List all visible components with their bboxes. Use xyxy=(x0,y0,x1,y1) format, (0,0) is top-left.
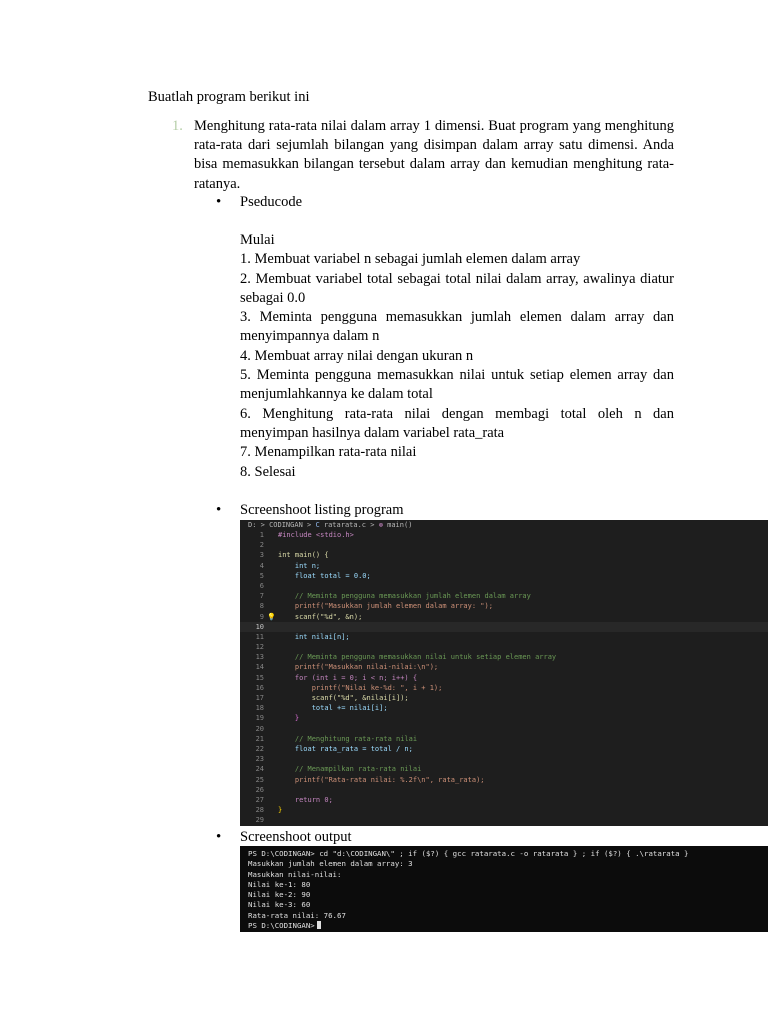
code-area xyxy=(240,530,768,825)
code-line: // Meminta pengguna memasukkan nilai untuk setiap elemen array xyxy=(278,653,557,662)
line-number: 27 xyxy=(255,795,264,804)
line-number: 22 xyxy=(255,744,264,753)
code-line: int nilai[n]; xyxy=(278,632,350,641)
line-number: 18 xyxy=(255,704,264,713)
line-number: 16 xyxy=(255,683,264,692)
line-number: 2 xyxy=(259,541,264,550)
line-number: 29 xyxy=(255,816,264,825)
terminal-screenshot xyxy=(240,846,768,932)
terminal-prompt-line[interactable] xyxy=(248,921,768,931)
line-number: 15 xyxy=(255,673,264,682)
question-text: Menghitung rata-rata nilai dalam array 1 dimensi. Buat program yang menghitung rata-rata dari sejumlah bilangan yang disimpan dalam array satu dimensi. Anda bisa memasukkan bilangan tersebut dalam array dan kemudian menghitung rata-ratanya. xyxy=(194,118,674,192)
question-number: 1. xyxy=(172,118,183,134)
line-number: 21 xyxy=(255,734,264,743)
line-number: 7 xyxy=(259,592,264,601)
line-number: 20 xyxy=(255,724,264,733)
lightbulb-icon[interactable]: 💡 xyxy=(267,612,276,621)
terminal-cursor xyxy=(317,921,321,929)
line-number: 17 xyxy=(255,694,264,702)
terminal-line: Rata-rata nilai: 76.67 xyxy=(248,910,346,920)
line-number: 4 xyxy=(259,561,264,570)
terminal-line: Nilai ke-3: 60 xyxy=(248,900,311,910)
line-number: 25 xyxy=(255,775,264,784)
line-number: 13 xyxy=(255,653,264,662)
code-line: printf("Masukkan nilai-nilai:\n"); xyxy=(278,663,439,672)
breadcrumb-path: D: > CODINGAN > xyxy=(248,521,312,529)
breadcrumb xyxy=(240,520,768,530)
terminal-prompt: PS D:\CODINGAN> xyxy=(248,921,315,931)
line-number: 5 xyxy=(259,571,264,580)
listing-label: Screenshoot listing program xyxy=(240,502,404,518)
terminal-line: Masukkan jumlah elemen dalam array: 3 xyxy=(248,859,413,869)
code-line: printf("Masukkan jumlah elemen dalam array: "); xyxy=(278,602,493,611)
bullet-icon: • xyxy=(216,194,222,210)
code-line: // Menghitung rata-rata nilai xyxy=(278,734,418,743)
pseudocode-step: 6. Menghitung rata-rata nilai dengan membagi total oleh n dan menyimpan hasilnya dalam variabel rata_rata xyxy=(240,405,674,441)
line-number: 6 xyxy=(259,581,264,590)
line-number: 24 xyxy=(255,765,264,774)
terminal-line: Masukkan nilai-nilai: xyxy=(248,869,342,879)
pseudocode-step: 4. Membuat array nilai dengan ukuran n xyxy=(240,347,474,364)
code-line: float total = 0.0; xyxy=(278,571,371,580)
function-icon: ⊛ xyxy=(378,521,383,529)
question-1 xyxy=(148,117,674,194)
code-line: #include <stdio.h> xyxy=(278,531,354,539)
code-line: // Meminta pengguna memasukkan jumlah elemen dalam array xyxy=(278,592,531,601)
code-line: printf("Rata-rata nilai: %.2f\n", rata_rata); xyxy=(278,775,485,784)
c-file-icon: C xyxy=(315,521,320,529)
code-line: } xyxy=(278,714,300,723)
code-line: int n; xyxy=(278,561,321,570)
pseudocode-block xyxy=(240,231,674,482)
code-editor-screenshot xyxy=(240,520,768,826)
pseudocode-step: 2. Membuat variabel total sebagai total nilai dalam array, awalinya diatur sebagai 0.0 xyxy=(240,270,674,306)
bullet-icon: • xyxy=(216,829,222,845)
code-line: // Menampilkan rata-rata nilai xyxy=(278,765,422,774)
bullet-icon: • xyxy=(216,502,222,518)
line-number: 14 xyxy=(255,663,264,672)
pseudocode-start: Mulai xyxy=(240,232,275,248)
line-number: 3 xyxy=(259,551,264,560)
terminal-line: PS D:\CODINGAN> cd "d:\CODINGAN\" ; if ($?) { gcc ratarata.c -o ratarata } ; if ($?) { .\ratarata } xyxy=(248,849,689,858)
pseudocode-label: Pseducode xyxy=(240,194,303,210)
code-line: return 0; xyxy=(278,795,333,804)
line-number-active: 10 xyxy=(255,622,264,631)
line-number: 26 xyxy=(255,785,264,794)
pseudocode-step: 1. Membuat variabel n sebagai jumlah elemen dalam array xyxy=(240,251,581,268)
line-number: 19 xyxy=(255,714,264,723)
pseudocode-step: 3. Meminta pengguna memasukkan jumlah elemen dalam array dan menyimpannya dalam n xyxy=(240,309,674,345)
code-line: printf("Nilai ke-%d: ", i + 1); xyxy=(278,683,443,692)
pseudocode-step: 7. Menampilkan rata-rata nilai xyxy=(240,444,417,461)
code-line: int main() { xyxy=(278,551,329,560)
code-line: for (int i = 0; i < n; i++) { xyxy=(278,673,418,682)
line-number: 12 xyxy=(255,643,264,652)
code-line: total += nilai[i]; xyxy=(278,704,388,713)
line-number: 9 xyxy=(259,612,264,621)
pseudocode-step: 8. Selesai xyxy=(240,463,296,480)
breadcrumb-file: ratarata.c xyxy=(323,521,367,529)
code-line: float rata_rata = total / n; xyxy=(278,744,413,753)
terminal-line: Nilai ke-2: 90 xyxy=(248,890,311,900)
line-number: 8 xyxy=(259,602,264,611)
line-number: 11 xyxy=(255,632,264,641)
terminal-line: Nilai ke-1: 80 xyxy=(248,879,311,889)
code-line: scanf("%d", &nilai[i]); xyxy=(278,694,409,702)
code-line: } xyxy=(278,806,283,815)
breadcrumb-symbol: main() xyxy=(387,521,413,529)
breadcrumb-separator: > xyxy=(370,521,375,529)
line-number: 28 xyxy=(255,806,264,815)
code-line: scanf("%d", &n); xyxy=(278,612,363,621)
output-label: Screenshoot output xyxy=(240,829,352,845)
intro-text: Buatlah program berikut ini xyxy=(148,89,310,105)
line-number: 23 xyxy=(255,755,264,764)
line-number: 1 xyxy=(259,531,264,539)
pseudocode-step: 5. Meminta pengguna memasukkan nilai untuk setiap elemen array dan menjumlahkannya ke dalam total xyxy=(240,367,674,403)
